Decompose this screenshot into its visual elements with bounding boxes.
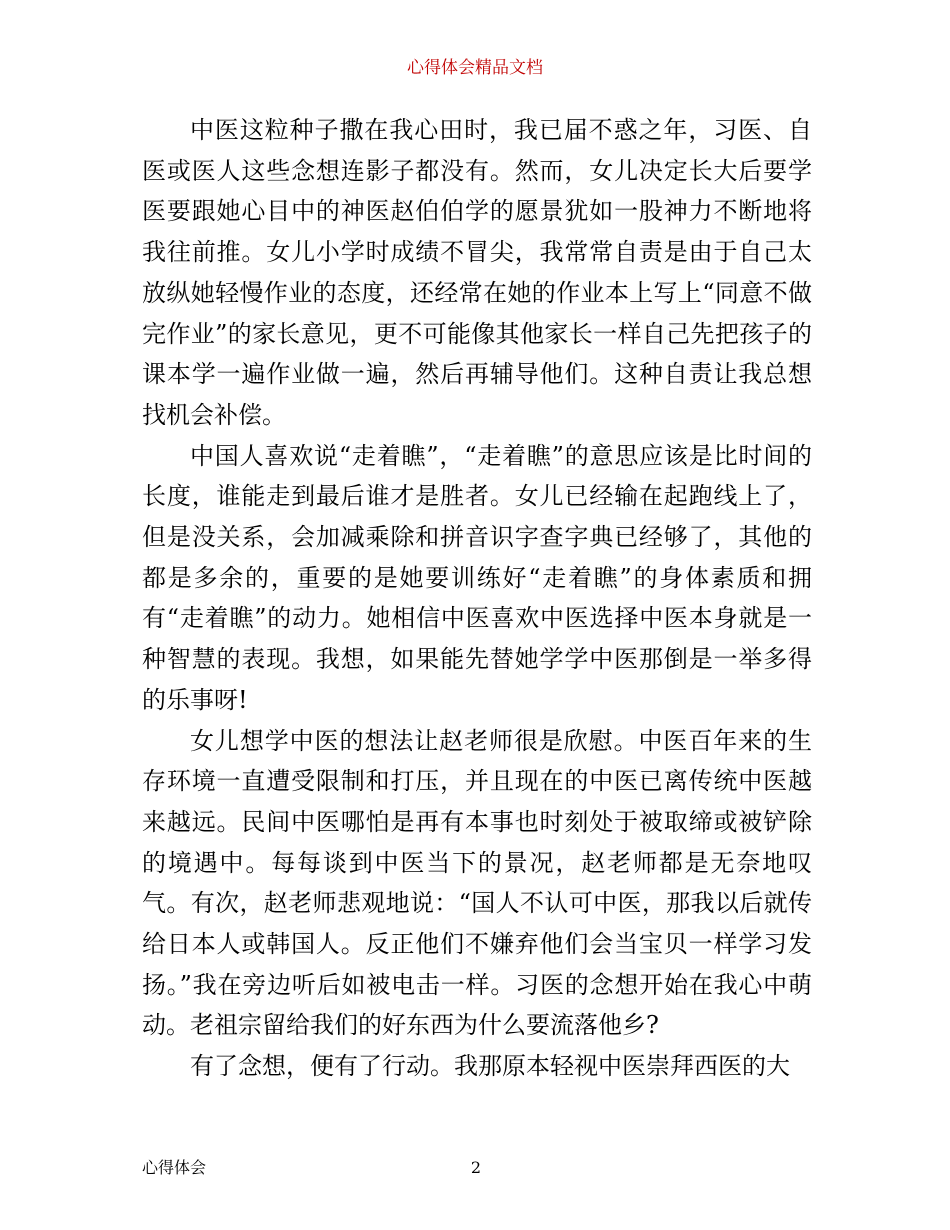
paragraph-1: 中医这粒种子撒在我心田时，我已届不惑之年，习医、自医或医人这些念想连影子都没有。然而，女儿决定长大后要学医要跟她心目中的神医赵伯伯学的愿景犹如一股神力不断地将我往前推。女儿小学时成绩不冒尖，我常常自责是由于自己太放纵她轻慢作业的态度，还经常在她的作业本上写上“同意不做完作业”的家长意见，更不可能像其他家长一样自己先把孩子的课本学一遍作业做一遍，然后再辅导他们。这种自责让我总想找机会补偿。 xyxy=(142,116,812,429)
paragraph-2: 中国人喜欢说“走着瞧”，“走着瞧”的意思应该是比时间的长度，谁能走到最后谁才是胜者。女儿已经输在起跑线上了，但是没关系，会加减乘除和拼音识字查字典已经够了，其他的都是多余的，重要的是她要训练好“走着瞧”的身体素质和拥有“走着瞧”的动力。她相信中医喜欢中医选择中医本身就是一种智慧的表现。我想，如果能先替她学学中医那倒是一举多得的乐事呀! xyxy=(142,441,812,714)
document-body xyxy=(142,110,812,1087)
paragraph-3: 女儿想学中医的想法让赵老师很是欣慰。中医百年来的生存环境一直遭受限制和打压，并且现在的中医已离传统中医越来越远。民间中医哪怕是再有本事也时刻处于被取缔或被铲除的境遇中。每每谈到中医当下的景况，赵老师都是无奈地叹气。有次，赵老师悲观地说：“国人不认可中医，那我以后就传给日本人或韩国人。反正他们不嫌弃他们会当宝贝一样学习发扬。”我在旁边听后如被电击一样。习医的念想开始在我心中萌动。老祖宗留给我们的好东西为什么要流落他乡? xyxy=(142,726,812,1040)
page-header-title: 心得体会精品文档 xyxy=(407,58,543,78)
footer-label: 心得体会 xyxy=(142,1158,207,1177)
paragraph-4: 有了念想，便有了行动。我那原本轻视中医崇拜西医的大 xyxy=(190,1052,790,1081)
page-number: 2 xyxy=(470,1158,482,1177)
